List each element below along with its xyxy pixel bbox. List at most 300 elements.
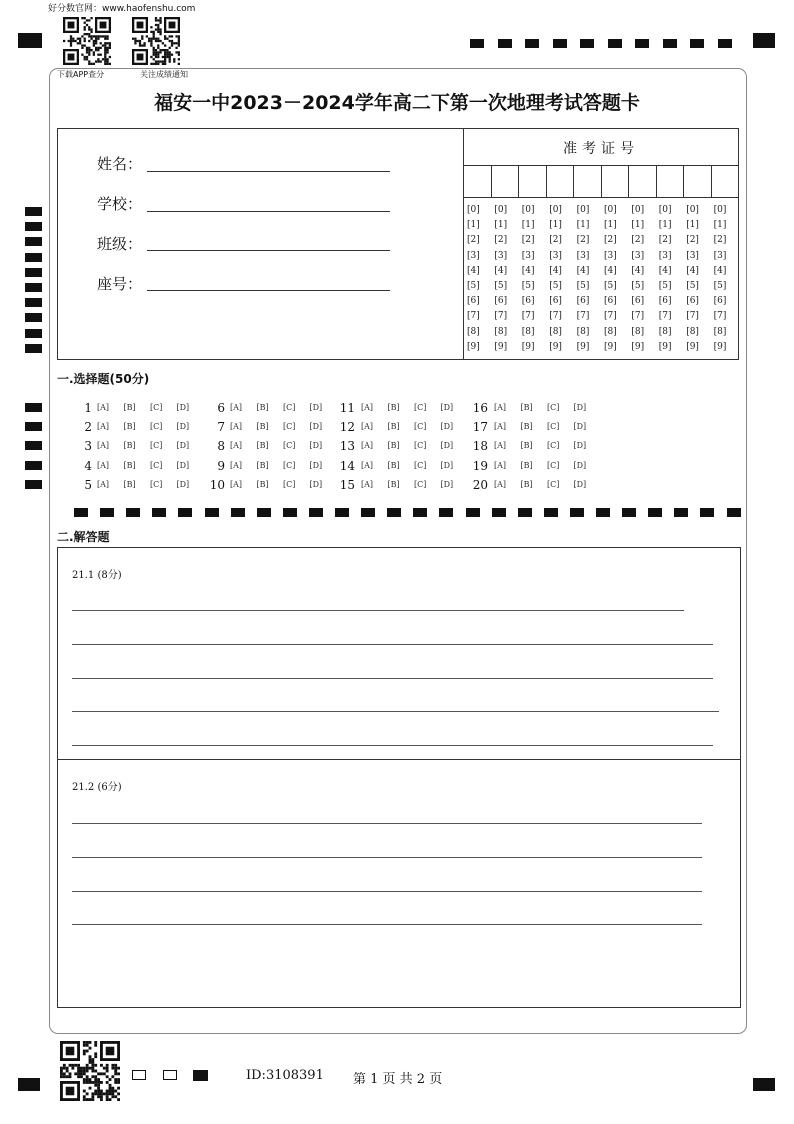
answer-line[interactable]: [72, 745, 713, 746]
timing-mark: [470, 39, 484, 48]
exam-digit-bubble: [4]: [521, 265, 535, 276]
option-bubble: [D]: [573, 403, 587, 412]
option-bubble: [A]: [361, 441, 374, 451]
exam-digit-bubble: [2]: [604, 235, 617, 246]
registration-mark: [753, 1078, 775, 1091]
option-bubble: [A]: [494, 460, 507, 470]
option-bubble: [B]: [123, 460, 136, 470]
seat-field[interactable]: [147, 290, 390, 291]
exam-digit-bubble: [0]: [631, 205, 645, 215]
qr-code-app: [63, 17, 111, 65]
exam-number-cell[interactable]: [629, 166, 657, 197]
option-bubble: [D]: [176, 441, 190, 451]
option-bubble: [B]: [387, 460, 400, 470]
timing-mark: [25, 422, 42, 431]
exam-digit-bubble: [5]: [604, 281, 617, 291]
answer-box-divider: [57, 759, 740, 760]
exam-digit-bubble: [7]: [658, 311, 672, 322]
option-bubble: [A]: [230, 460, 243, 470]
exam-digit-bubble: [1]: [576, 220, 590, 231]
timing-mark: [570, 508, 584, 517]
exam-digit-bubble: [4]: [467, 265, 480, 276]
exam-digit-bubble: [1]: [549, 220, 562, 231]
option-bubble: [D]: [440, 403, 454, 412]
exam-digit-bubble: [6]: [713, 296, 727, 307]
registration-mark: [18, 33, 42, 48]
option-bubble: [C]: [414, 441, 427, 451]
exam-number-cell[interactable]: [657, 166, 685, 197]
option-bubble: [C]: [283, 460, 296, 470]
option-bubble: [D]: [176, 403, 190, 412]
exam-digit-bubble: [1]: [467, 220, 480, 231]
exam-digit-bubble: [1]: [494, 220, 508, 231]
option-bubble: [C]: [150, 441, 163, 451]
timing-mark: [518, 508, 532, 517]
exam-digit-bubble: [2]: [467, 235, 480, 246]
option-bubble: [B]: [256, 422, 269, 432]
timing-mark: [727, 508, 741, 517]
exam-digit-bubble: [2]: [521, 235, 535, 246]
exam-number-cell[interactable]: [519, 166, 547, 197]
option-bubble: [D]: [573, 479, 587, 489]
timing-mark: [387, 508, 401, 517]
timing-mark: [25, 344, 42, 353]
answer-line[interactable]: [72, 711, 719, 712]
name-label: 姓名：: [97, 155, 143, 173]
exam-digit-bubble: [7]: [467, 311, 480, 322]
exam-digit-bubble: [6]: [631, 296, 645, 307]
exam-digit-bubble: [1]: [521, 220, 535, 231]
exam-digit-bubble: [6]: [686, 296, 699, 307]
option-bubble: [C]: [414, 422, 427, 432]
exam-digit-bubble: [2]: [713, 235, 727, 246]
question-number: 5: [84, 477, 92, 492]
question-number: 20: [472, 477, 488, 492]
timing-mark: [25, 480, 42, 489]
option-bubble: [B]: [520, 403, 533, 412]
exam-digit-bubble: [3]: [604, 250, 617, 261]
timing-mark: [257, 508, 271, 517]
exam-digit-bubble: [3]: [713, 250, 727, 261]
question-number: 13: [339, 439, 355, 454]
timing-mark: [25, 237, 42, 246]
option-bubble: [D]: [309, 403, 323, 412]
option-bubble: [C]: [547, 422, 560, 432]
qr-label-app: 下载APP查分: [57, 70, 105, 79]
exam-digit-bubble: [9]: [686, 341, 699, 352]
option-bubble: [D]: [440, 460, 454, 470]
timing-mark: [309, 508, 323, 517]
footer-marker-box: [163, 1070, 177, 1080]
option-bubble: [C]: [283, 403, 296, 412]
answer-box: [57, 547, 741, 1008]
question-number: 10: [209, 477, 225, 492]
answer-line[interactable]: [72, 924, 702, 925]
exam-digit-bubble: [9]: [604, 341, 617, 352]
answer-line[interactable]: [72, 823, 702, 824]
exam-digit-bubble: [0]: [686, 205, 699, 215]
timing-mark: [25, 461, 42, 470]
option-bubble: [A]: [97, 460, 110, 470]
exam-digit-bubble: [0]: [658, 205, 672, 215]
exam-digit-bubble: [6]: [549, 296, 562, 307]
page-title: 福安一中2023－2024学年高二下第一次地理考试答题卡: [154, 92, 640, 114]
option-bubble: [C]: [283, 422, 296, 432]
exam-digit-bubble: [5]: [686, 281, 699, 291]
exam-digit-bubble: [4]: [631, 265, 645, 276]
timing-mark: [25, 441, 42, 450]
option-bubble: [C]: [150, 403, 163, 412]
answer-line[interactable]: [72, 678, 713, 679]
timing-mark: [466, 508, 480, 517]
exam-digit-bubble: [6]: [467, 296, 480, 307]
option-bubble: [B]: [123, 479, 136, 489]
exam-digit-bubble: [7]: [521, 311, 535, 322]
timing-mark: [25, 329, 42, 338]
option-bubble: [D]: [440, 422, 454, 432]
exam-digit-bubble: [9]: [521, 341, 535, 352]
option-bubble: [A]: [494, 441, 507, 451]
timing-mark: [544, 508, 558, 517]
exam-digit-bubble: [3]: [658, 250, 672, 261]
question-number: 2: [84, 420, 92, 435]
option-bubble: [C]: [547, 403, 560, 412]
exam-digit-bubble: [3]: [631, 250, 645, 261]
option-bubble: [C]: [150, 422, 163, 432]
question-number: 8: [217, 439, 225, 454]
exam-digit-bubble: [7]: [631, 311, 645, 322]
timing-mark: [439, 508, 453, 517]
page-number: 第 1 页 共 2 页: [353, 1072, 443, 1087]
option-bubble: [D]: [176, 479, 190, 489]
qr-label-notify: 关注成绩通知: [140, 70, 188, 79]
name-field[interactable]: [147, 171, 390, 172]
exam-digit-bubble: [9]: [631, 341, 645, 352]
school-field[interactable]: [147, 211, 390, 212]
footer-marker-filled: [193, 1070, 208, 1081]
exam-digit-bubble: [5]: [521, 281, 535, 291]
timing-mark: [25, 268, 42, 277]
exam-digit-bubble: [4]: [604, 265, 617, 276]
exam-digit-bubble: [0]: [713, 205, 727, 215]
option-bubble: [A]: [97, 479, 110, 489]
exam-digit-bubble: [6]: [494, 296, 508, 307]
timing-mark: [663, 39, 677, 48]
option-bubble: [B]: [256, 460, 269, 470]
exam-number-cell[interactable]: [574, 166, 602, 197]
school-label: 学校：: [97, 195, 143, 213]
seat-label: 座号：: [97, 275, 143, 293]
question-number: 11: [339, 401, 355, 415]
class-label: 班级：: [97, 235, 143, 253]
answer-line[interactable]: [72, 857, 702, 858]
option-bubble: [D]: [309, 422, 323, 432]
exam-number-cell[interactable]: [547, 166, 575, 197]
registration-mark: [753, 33, 775, 48]
timing-mark: [596, 508, 610, 517]
option-bubble: [A]: [230, 403, 243, 412]
timing-mark: [25, 207, 42, 216]
timing-mark: [25, 222, 42, 231]
exam-digit-bubble: [8]: [576, 326, 590, 337]
footer-marker-box: [132, 1070, 146, 1080]
exam-number-cell[interactable]: [464, 166, 492, 197]
option-bubble: [A]: [97, 422, 110, 432]
option-bubble: [D]: [176, 460, 190, 470]
exam-digit-bubble: [2]: [549, 235, 562, 246]
exam-digit-bubble: [0]: [467, 205, 480, 215]
exam-digit-bubble: [7]: [494, 311, 508, 322]
option-bubble: [C]: [547, 479, 560, 489]
exam-digit-bubble: [3]: [521, 250, 535, 261]
exam-digit-bubble: [6]: [521, 296, 535, 307]
option-bubble: [C]: [283, 479, 296, 489]
timing-mark: [498, 39, 512, 48]
option-bubble: [D]: [573, 460, 587, 470]
answer-line[interactable]: [72, 891, 702, 892]
option-bubble: [C]: [414, 403, 427, 412]
option-bubble: [A]: [361, 422, 374, 432]
timing-mark: [608, 39, 622, 48]
question-number: 9: [217, 458, 225, 473]
exam-digit-bubble: [8]: [494, 326, 508, 337]
qr-code-notify: [132, 17, 180, 65]
exam-digit-bubble: [8]: [658, 326, 672, 337]
option-bubble: [C]: [547, 441, 560, 451]
exam-digit-bubble: [0]: [521, 205, 535, 215]
timing-mark: [648, 508, 662, 517]
exam-number-cells[interactable]: [464, 166, 738, 198]
exam-number-cell[interactable]: [492, 166, 520, 197]
exam-number-cell[interactable]: [684, 166, 712, 197]
question-number: 12: [339, 420, 355, 435]
exam-digit-bubble: [8]: [604, 326, 617, 337]
exam-digit-bubble: [6]: [658, 296, 672, 307]
option-bubble: [B]: [123, 422, 136, 432]
timing-mark: [413, 508, 427, 517]
exam-digit-bubble: [7]: [686, 311, 699, 322]
option-bubble: [D]: [309, 460, 323, 470]
option-bubble: [B]: [387, 479, 400, 489]
option-bubble: [B]: [256, 441, 269, 451]
exam-digit-bubble: [9]: [467, 341, 480, 352]
option-bubble: [B]: [520, 441, 533, 451]
exam-digit-bubble: [7]: [713, 311, 727, 322]
question-number: 18: [472, 439, 488, 454]
class-field[interactable]: [147, 250, 390, 251]
option-bubble: [D]: [309, 441, 323, 451]
timing-mark: [231, 508, 245, 517]
exam-digit-bubble: [4]: [686, 265, 699, 276]
exam-digit-bubble: [0]: [494, 205, 508, 215]
option-bubble: [B]: [387, 441, 400, 451]
question-number: 17: [472, 420, 488, 435]
timing-mark: [25, 313, 42, 322]
timing-mark: [580, 39, 594, 48]
option-bubble: [D]: [309, 479, 323, 489]
timing-mark: [492, 508, 506, 517]
timing-mark: [718, 39, 732, 48]
exam-digit-bubble: [9]: [494, 341, 508, 352]
answer-line[interactable]: [72, 644, 713, 645]
exam-digit-bubble: [5]: [631, 281, 645, 291]
option-bubble: [A]: [361, 403, 374, 412]
exam-digit-bubble: [1]: [686, 220, 699, 231]
question-21-1-label: 21.1 (8分): [72, 570, 122, 581]
question-number: 1: [84, 401, 92, 415]
exam-number-title: 准考证号: [464, 128, 738, 166]
option-bubble: [D]: [573, 441, 587, 451]
option-bubble: [D]: [440, 479, 454, 489]
option-bubble: [A]: [361, 460, 374, 470]
timing-mark: [700, 508, 714, 517]
option-bubble: [A]: [97, 441, 110, 451]
option-bubble: [C]: [414, 460, 427, 470]
timing-mark: [100, 508, 114, 517]
site-header: 好分数官网：www.haofenshu.com: [48, 4, 196, 14]
timing-mark: [205, 508, 219, 517]
question-number: 15: [339, 477, 355, 492]
exam-digit-bubble: [0]: [576, 205, 590, 215]
timing-mark: [674, 508, 688, 517]
question-number: 7: [217, 420, 225, 435]
exam-digit-bubble: [2]: [686, 235, 699, 246]
exam-digit-bubble: [4]: [713, 265, 727, 276]
exam-digit-bubble: [8]: [467, 326, 480, 337]
exam-digit-bubble: [5]: [658, 281, 672, 291]
question-number: 4: [84, 458, 92, 473]
exam-digit-bubble: [0]: [549, 205, 562, 215]
timing-mark: [178, 508, 192, 517]
exam-number-cell[interactable]: [712, 166, 739, 197]
exam-digit-bubble: [7]: [576, 311, 590, 322]
option-bubble: [B]: [123, 441, 136, 451]
qr-code-footer: [60, 1041, 120, 1101]
timing-mark: [74, 508, 88, 517]
option-bubble: [A]: [230, 422, 243, 432]
timing-mark: [25, 283, 42, 292]
timing-mark: [152, 508, 166, 517]
option-bubble: [A]: [361, 479, 374, 489]
question-number: 3: [84, 439, 92, 454]
exam-digit-bubble: [8]: [686, 326, 699, 337]
timing-mark: [622, 508, 636, 517]
exam-digit-bubble: [2]: [658, 235, 672, 246]
exam-digit-bubble: [2]: [576, 235, 590, 246]
option-bubble: [A]: [230, 479, 243, 489]
option-bubble: [D]: [440, 441, 454, 451]
exam-digit-bubble: [5]: [576, 281, 590, 291]
exam-number-cell[interactable]: [602, 166, 630, 197]
option-bubble: [A]: [230, 441, 243, 451]
exam-digit-bubble: [4]: [494, 265, 508, 276]
exam-digit-bubble: [1]: [604, 220, 617, 231]
exam-digit-bubble: [6]: [576, 296, 590, 307]
exam-digit-bubble: [5]: [549, 281, 562, 291]
exam-digit-bubble: [9]: [549, 341, 562, 352]
exam-digit-bubble: [0]: [604, 205, 617, 215]
exam-digit-bubble: [9]: [713, 341, 727, 352]
question-21-2-label: 21.2 (6分): [72, 782, 122, 793]
exam-digit-bubble: [3]: [686, 250, 699, 261]
exam-digit-bubble: [5]: [467, 281, 480, 291]
timing-mark: [335, 508, 349, 517]
section2-title: 二.解答题: [57, 530, 110, 544]
exam-digit-bubble: [7]: [604, 311, 617, 322]
answer-line[interactable]: [72, 610, 684, 611]
option-bubble: [B]: [387, 403, 400, 412]
timing-mark: [25, 298, 42, 307]
timing-mark: [361, 508, 375, 517]
exam-digit-bubble: [1]: [658, 220, 672, 231]
timing-mark: [553, 39, 567, 48]
question-number: 6: [217, 401, 225, 415]
exam-digit-bubble: [3]: [549, 250, 562, 261]
section1-title: 一.选择题(50分): [57, 372, 150, 386]
exam-digit-bubble: [3]: [494, 250, 508, 261]
exam-digit-bubble: [3]: [467, 250, 480, 261]
exam-digit-bubble: [2]: [631, 235, 645, 246]
exam-digit-bubble: [1]: [713, 220, 727, 231]
exam-digit-bubble: [5]: [713, 281, 727, 291]
exam-digit-bubble: [7]: [549, 311, 562, 322]
question-number: 19: [472, 458, 488, 473]
option-bubble: [D]: [573, 422, 587, 432]
option-bubble: [B]: [520, 460, 533, 470]
timing-mark: [525, 39, 539, 48]
exam-digit-bubble: [1]: [631, 220, 645, 231]
option-bubble: [D]: [176, 422, 190, 432]
registration-mark: [18, 1078, 40, 1091]
option-bubble: [C]: [150, 479, 163, 489]
exam-digit-bubble: [8]: [631, 326, 645, 337]
card-id: ID:3108391: [246, 1068, 324, 1083]
option-bubble: [A]: [494, 403, 507, 412]
exam-digit-bubble: [9]: [658, 341, 672, 352]
option-bubble: [C]: [414, 479, 427, 489]
timing-mark: [25, 253, 42, 262]
timing-mark: [126, 508, 140, 517]
option-bubble: [A]: [494, 479, 507, 489]
timing-mark: [283, 508, 297, 517]
timing-mark: [25, 403, 42, 412]
option-bubble: [A]: [494, 422, 507, 432]
option-bubble: [C]: [150, 460, 163, 470]
option-bubble: [B]: [123, 403, 136, 412]
option-bubble: [B]: [520, 479, 533, 489]
exam-digit-bubble: [4]: [549, 265, 562, 276]
exam-digit-bubble: [8]: [713, 326, 727, 337]
option-bubble: [B]: [256, 403, 269, 412]
exam-digit-bubble: [2]: [494, 235, 508, 246]
question-number: 14: [339, 458, 355, 473]
question-number: 16: [472, 401, 488, 415]
option-bubble: [B]: [520, 422, 533, 432]
option-bubble: [B]: [256, 479, 269, 489]
option-bubble: [C]: [283, 441, 296, 451]
exam-digit-bubble: [5]: [494, 281, 508, 291]
timing-mark: [635, 39, 649, 48]
option-bubble: [C]: [547, 460, 560, 470]
exam-digit-bubble: [3]: [576, 250, 590, 261]
option-bubble: [A]: [97, 403, 110, 412]
exam-digit-bubble: [4]: [658, 265, 672, 276]
exam-digit-bubble: [8]: [549, 326, 562, 337]
exam-digit-bubble: [8]: [521, 326, 535, 337]
option-bubble: [B]: [387, 422, 400, 432]
exam-digit-bubble: [9]: [576, 341, 590, 352]
timing-mark: [690, 39, 704, 48]
